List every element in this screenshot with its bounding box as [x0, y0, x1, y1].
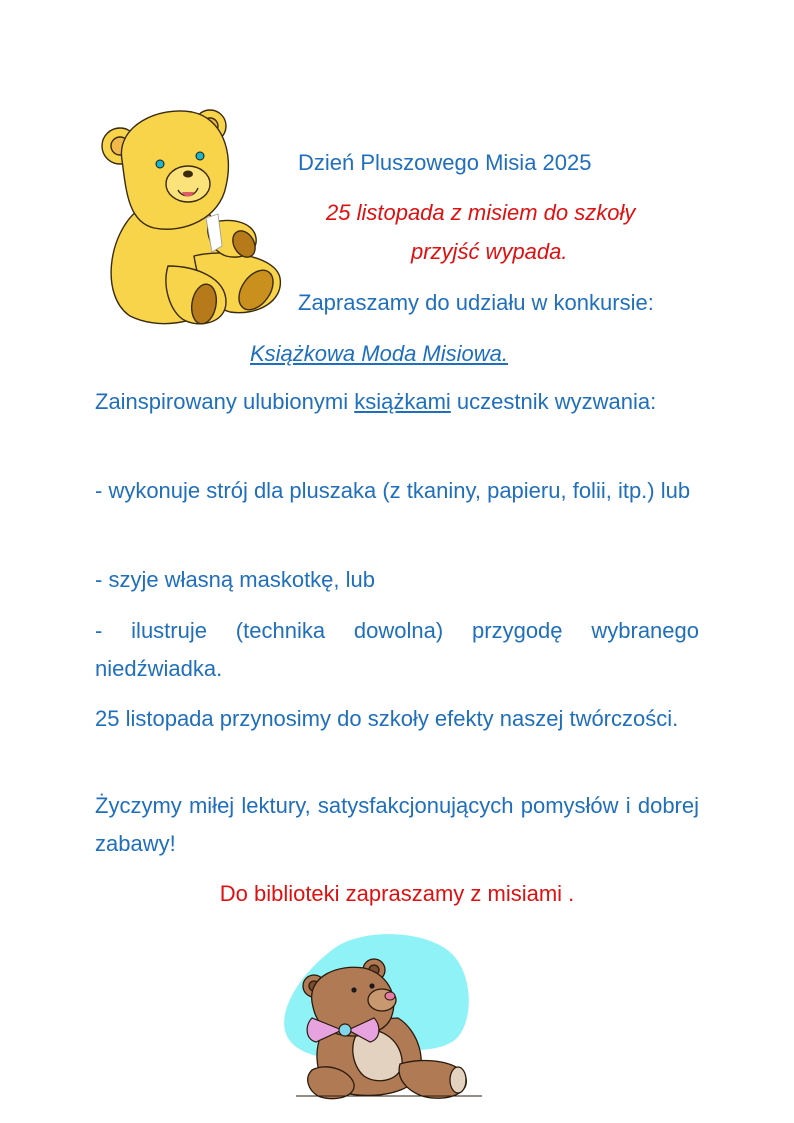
motto-line-2: przyjść wypada.: [411, 239, 568, 264]
intro-text-after: uczestnik wyzwania:: [450, 389, 657, 414]
contest-invitation: Zapraszamy do udziału w konkursie:: [298, 290, 654, 315]
option-costume: - wykonuje strój dla pluszaka (z tkaniny, papieru, folii, itp.) lub: [95, 478, 691, 503]
books-link[interactable]: książkami: [354, 389, 451, 414]
contest-name-link[interactable]: Książkowa Moda Misiowa.: [250, 341, 508, 366]
wishes-paragraph: Życzymy miłej lektury, satysfakcjonujących pomysłów i dobrej zabawy!: [95, 793, 699, 856]
motto-line-1: 25 listopada z misiem do szkoły: [326, 200, 636, 225]
closing-invitation: Do biblioteki zapraszamy z misiami .: [219, 881, 575, 906]
option-illustration: - ilustruje (technika dowolna) przygodę wybranego niedźwiadka.: [95, 618, 699, 681]
brown-teddy-bear-illustration: [282, 930, 488, 1102]
intro-text-before: Zainspirowany ulubionymi: [95, 389, 355, 414]
yellow-teddy-bear-illustration: [98, 106, 284, 330]
intro-paragraph: [95, 383, 699, 421]
option-mascot: - szyje własną maskotkę, lub: [95, 567, 375, 592]
deadline-paragraph: 25 listopada przynosimy do szkoły efekty naszej twórczości.: [95, 706, 679, 731]
page-title: Dzień Pluszowego Misia 2025: [298, 150, 592, 175]
